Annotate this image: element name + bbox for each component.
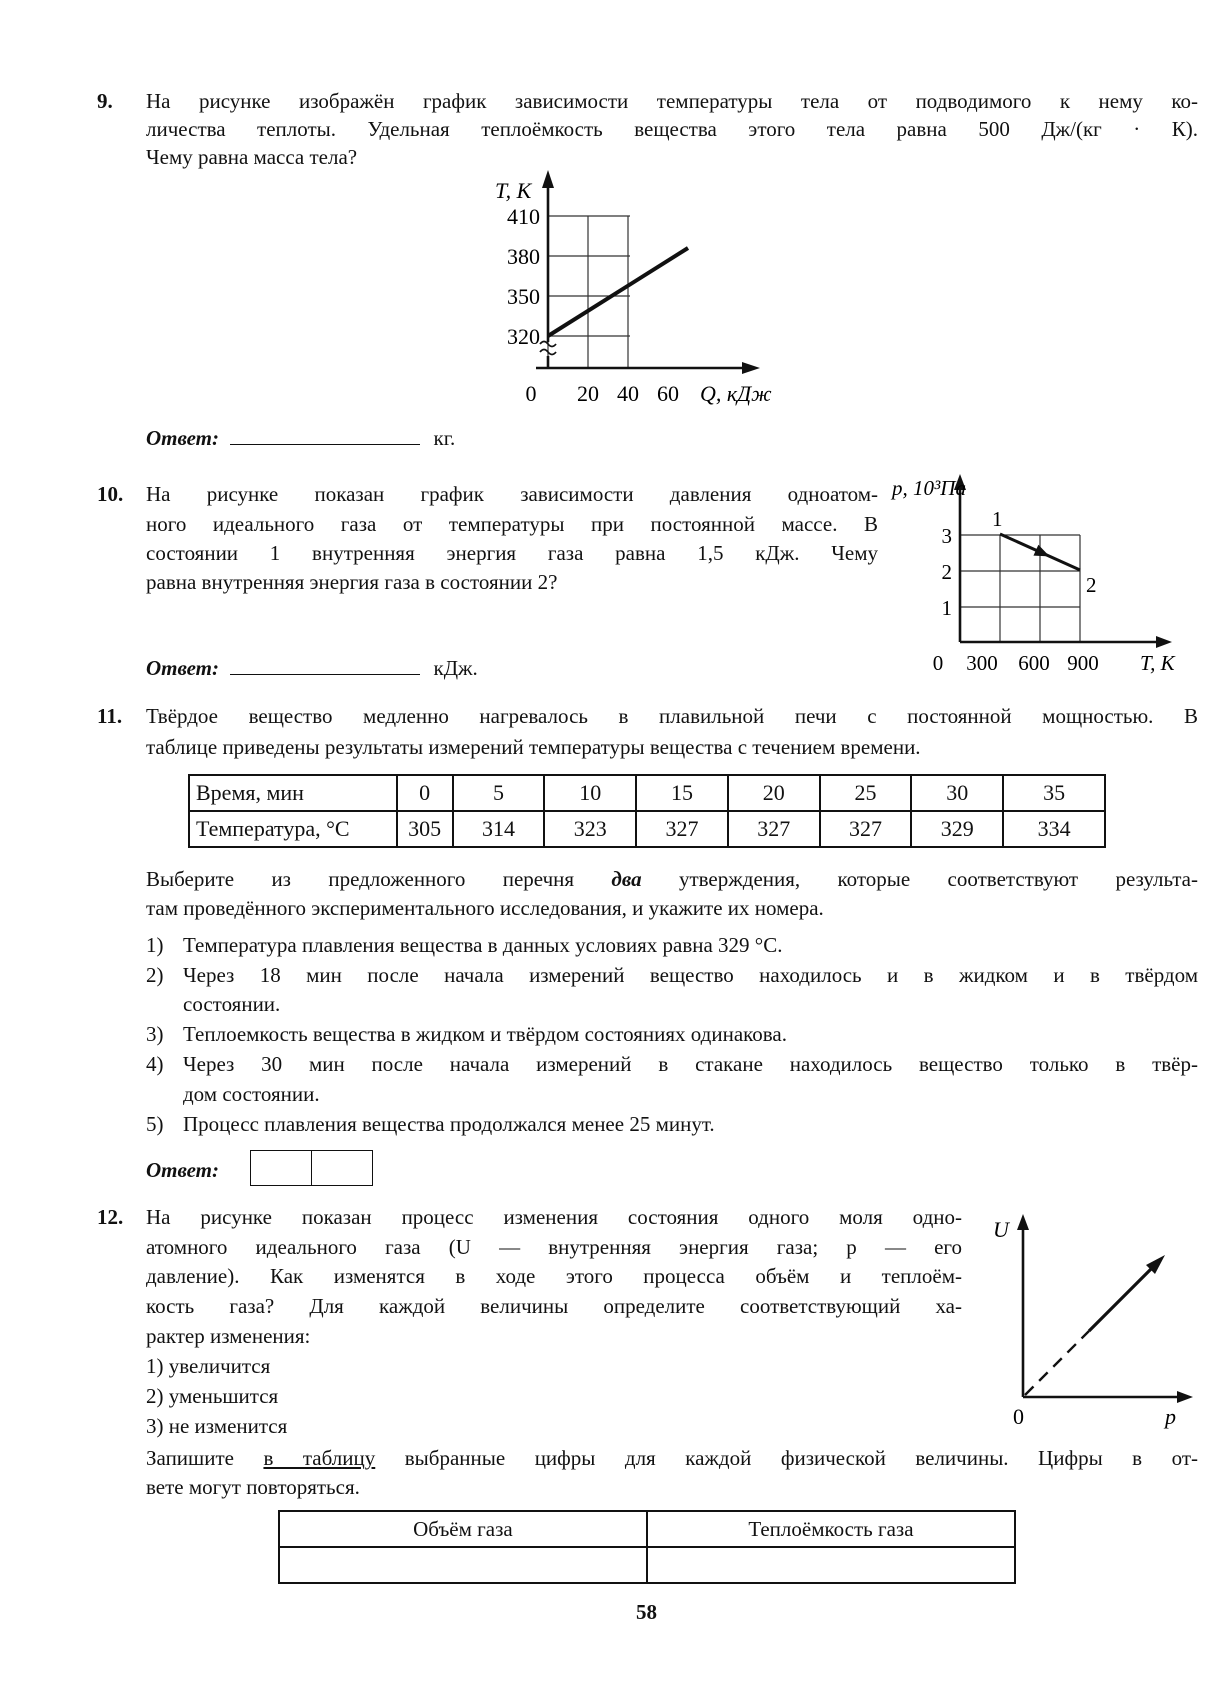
p11-option-2b: состоянии. [183,992,281,1016]
p10-text-line2: ного идеального газа от температуры при постоянной массе. В [146,512,878,536]
p12-write-after: выбранные цифры для каждой физической величины. Цифры в от- [375,1446,1198,1470]
p9-answer-blank[interactable] [230,444,420,445]
p9-answer-label: Ответ: [146,426,219,450]
p9-x-tick-40: 40 [617,381,639,406]
p11-table-row-time [189,775,1105,811]
p12-write-line2: вете могут повторяться. [146,1475,360,1499]
p9-x-tick-20: 20 [577,381,599,406]
p11-table-cell: 10 [544,775,636,811]
p12-answer-cell-heat-capacity[interactable] [647,1547,1015,1583]
p11-table-cell: 323 [544,811,636,847]
p11-table-cell: 15 [636,775,728,811]
p11-number: 11. [97,704,123,728]
p9-series-line [548,248,688,336]
p11-option-5-num: 5) [146,1112,164,1136]
p10-chart [890,470,1205,675]
p12-option-1: 1) увеличится [146,1354,271,1378]
p11-option-1-num: 1) [146,933,164,957]
p12-answer-cell-volume[interactable] [279,1547,647,1583]
p11-option-1: Температура плавления вещества в данных условиях равна 329 °С. [183,933,783,957]
p11-table-cell: 329 [911,811,1003,847]
p11-option-3-num: 3) [146,1022,164,1046]
p10-x-label: T, К [1140,651,1175,675]
p9-text-line2: личества теплоты. Удельная теплоёмкость вещества этого тела равна 500 Дж/(кг · К). [146,117,1198,141]
p11-table-header-temp: Температура, °С [189,811,397,847]
p12-text-line1: На рисунке показан процесс изменения состояния одного моля одно- [146,1205,962,1229]
p9-text-line1: На рисунке изображён график зависимости температуры тела от подводимого к нему ко- [146,89,1198,113]
p12-process-solid [1089,1267,1153,1331]
p10-text-line1: На рисунке показан график зависимости давления одноатом- [146,482,878,506]
p10-y-tick-2: 2 [941,560,952,584]
p9-y-tick-320: 320 [507,324,540,349]
p11-table-cell: 327 [820,811,912,847]
p11-option-4a: Через 30 мин после начала измерений в стакане находилось вещество только в твёр- [183,1052,1198,1076]
p12-text-line2: атомного идеального газа (U — внутренняя энергия газа; p — его [146,1235,962,1259]
p12-text-line3: давление). Как изменятся в ходе этого процесса объём и теплоём- [146,1264,962,1288]
p10-number: 10. [97,482,124,506]
p10-x-tick-300: 300 [966,651,998,675]
p9-x-tick-0: 0 [525,381,537,406]
p12-write-before: Запишите [146,1446,264,1470]
p11-table-cell: 25 [820,775,912,811]
p9-x-arrow-icon [742,362,760,374]
p11-answer-label: Ответ: [146,1158,219,1182]
p12-write-line1 [146,1448,1198,1469]
p10-answer-label: Ответ: [146,656,219,680]
p11-table-row-temp [189,811,1105,847]
p12-text-line5: рактер изменения: [146,1324,311,1348]
p12-answer-table [278,1510,1016,1584]
p11-table-cell: 327 [728,811,820,847]
p11-select-line2: там проведённого экспериментального исследования, и укажите их номера. [146,896,824,920]
p12-write-underlined: в таблицу [263,1446,376,1470]
p9-answer-unit: кг. [433,426,456,450]
p12-process-dashed [1025,1331,1089,1395]
p11-table-cell: 0 [397,775,453,811]
p12-answer-table-header [279,1511,1015,1547]
p11-answer-box-1[interactable] [250,1150,312,1186]
p12-option-3: 3) не изменится [146,1414,288,1438]
p11-table-cell: 314 [453,811,545,847]
p11-select-after: утверждения, которые соответствуют результа- [641,867,1198,891]
p11-option-3: Теплоемкость вещества в жидком и твёрдом состояниях одинакова. [183,1022,788,1046]
p11-text-line2: таблице приведены результаты измерений температуры вещества с течением времени. [146,735,921,759]
page-number: 58 [636,1600,657,1624]
p10-grid [960,535,1080,642]
p11-table-cell: 305 [397,811,453,847]
p11-table-cell: 5 [453,775,545,811]
p9-y-label: T, К [495,178,532,203]
p10-point-2-label: 2 [1086,573,1097,597]
p11-table-cell: 35 [1003,775,1105,811]
p9-number: 9. [97,89,113,113]
p9-x-label: Q, кДж [700,381,772,406]
p10-y-label: p, 10³Па [892,476,966,500]
p12-y-arrow-icon [1017,1214,1029,1230]
p11-option-4-num: 4) [146,1052,164,1076]
p10-x-tick-600: 600 [1018,651,1050,675]
p12-col-heat-capacity: Теплоёмкость газа [647,1511,1015,1547]
p11-table-header-time: Время, мин [189,775,397,811]
p10-text-line4: равна внутренняя энергия газа в состоянии 2? [146,570,558,594]
p9-x-tick-60: 60 [657,381,679,406]
p9-y-tick-350: 350 [507,284,540,309]
p11-select-emph: два [611,867,642,891]
p12-answer-table-row [279,1547,1015,1583]
p10-y-tick-1: 1 [941,596,952,620]
p10-process-arrow-icon [1033,545,1049,557]
p11-table-cell: 327 [636,811,728,847]
p12-x-arrow-icon [1177,1391,1193,1403]
p9-text-line3: Чему равна масса тела? [146,145,358,169]
p11-table [188,774,1106,848]
p11-select-line1 [146,869,1198,890]
p11-option-2a: Через 18 мин после начала измерений вещество находилось и в жидком и в твёрдом [183,963,1198,987]
p10-x-tick-0: 0 [932,651,944,675]
p11-option-4b: дом состоянии. [183,1082,320,1106]
p10-x-tick-900: 900 [1067,651,1099,675]
p12-chart [985,1210,1195,1430]
p10-y-tick-3: 3 [941,524,952,548]
p12-option-2: 2) уменьшится [146,1384,279,1408]
p10-point-1-label: 1 [992,507,1003,531]
p10-x-arrow-icon [1156,636,1172,648]
p9-y-arrow-icon [542,170,554,188]
p11-table-cell: 30 [911,775,1003,811]
p12-text-line4: кость газа? Для каждой величины определите соответствующий ха- [146,1294,962,1318]
p11-table-cell: 334 [1003,811,1105,847]
p9-y-tick-380: 380 [507,244,540,269]
p10-answer [146,658,478,679]
p11-select-before: Выберите из предложенного перечня [146,867,612,891]
p11-option-5: Процесс плавления вещества продолжался менее 25 минут. [183,1112,715,1136]
p9-answer [146,428,455,449]
p11-table-cell: 20 [728,775,820,811]
p12-origin-label: 0 [1013,1404,1024,1429]
p9-chart [480,168,800,408]
p11-option-2-num: 2) [146,963,164,987]
p11-text-line1: Твёрдое вещество медленно нагревалось в плавильной печи с постоянной мощностью. В [146,704,1198,728]
p12-col-volume: Объём газа [279,1511,647,1547]
p10-answer-blank[interactable] [230,674,420,675]
p11-answer-box-2[interactable] [311,1150,373,1186]
p10-answer-unit: кДж. [433,656,478,680]
p9-y-tick-410: 410 [507,204,540,229]
p12-x-label: p [1165,1404,1176,1429]
p12-number: 12. [97,1205,124,1229]
p10-text-line3: состоянии 1 внутренняя энергия газа равна 1,5 кДж. Чему [146,541,878,565]
p12-y-label: U [993,1217,1009,1242]
